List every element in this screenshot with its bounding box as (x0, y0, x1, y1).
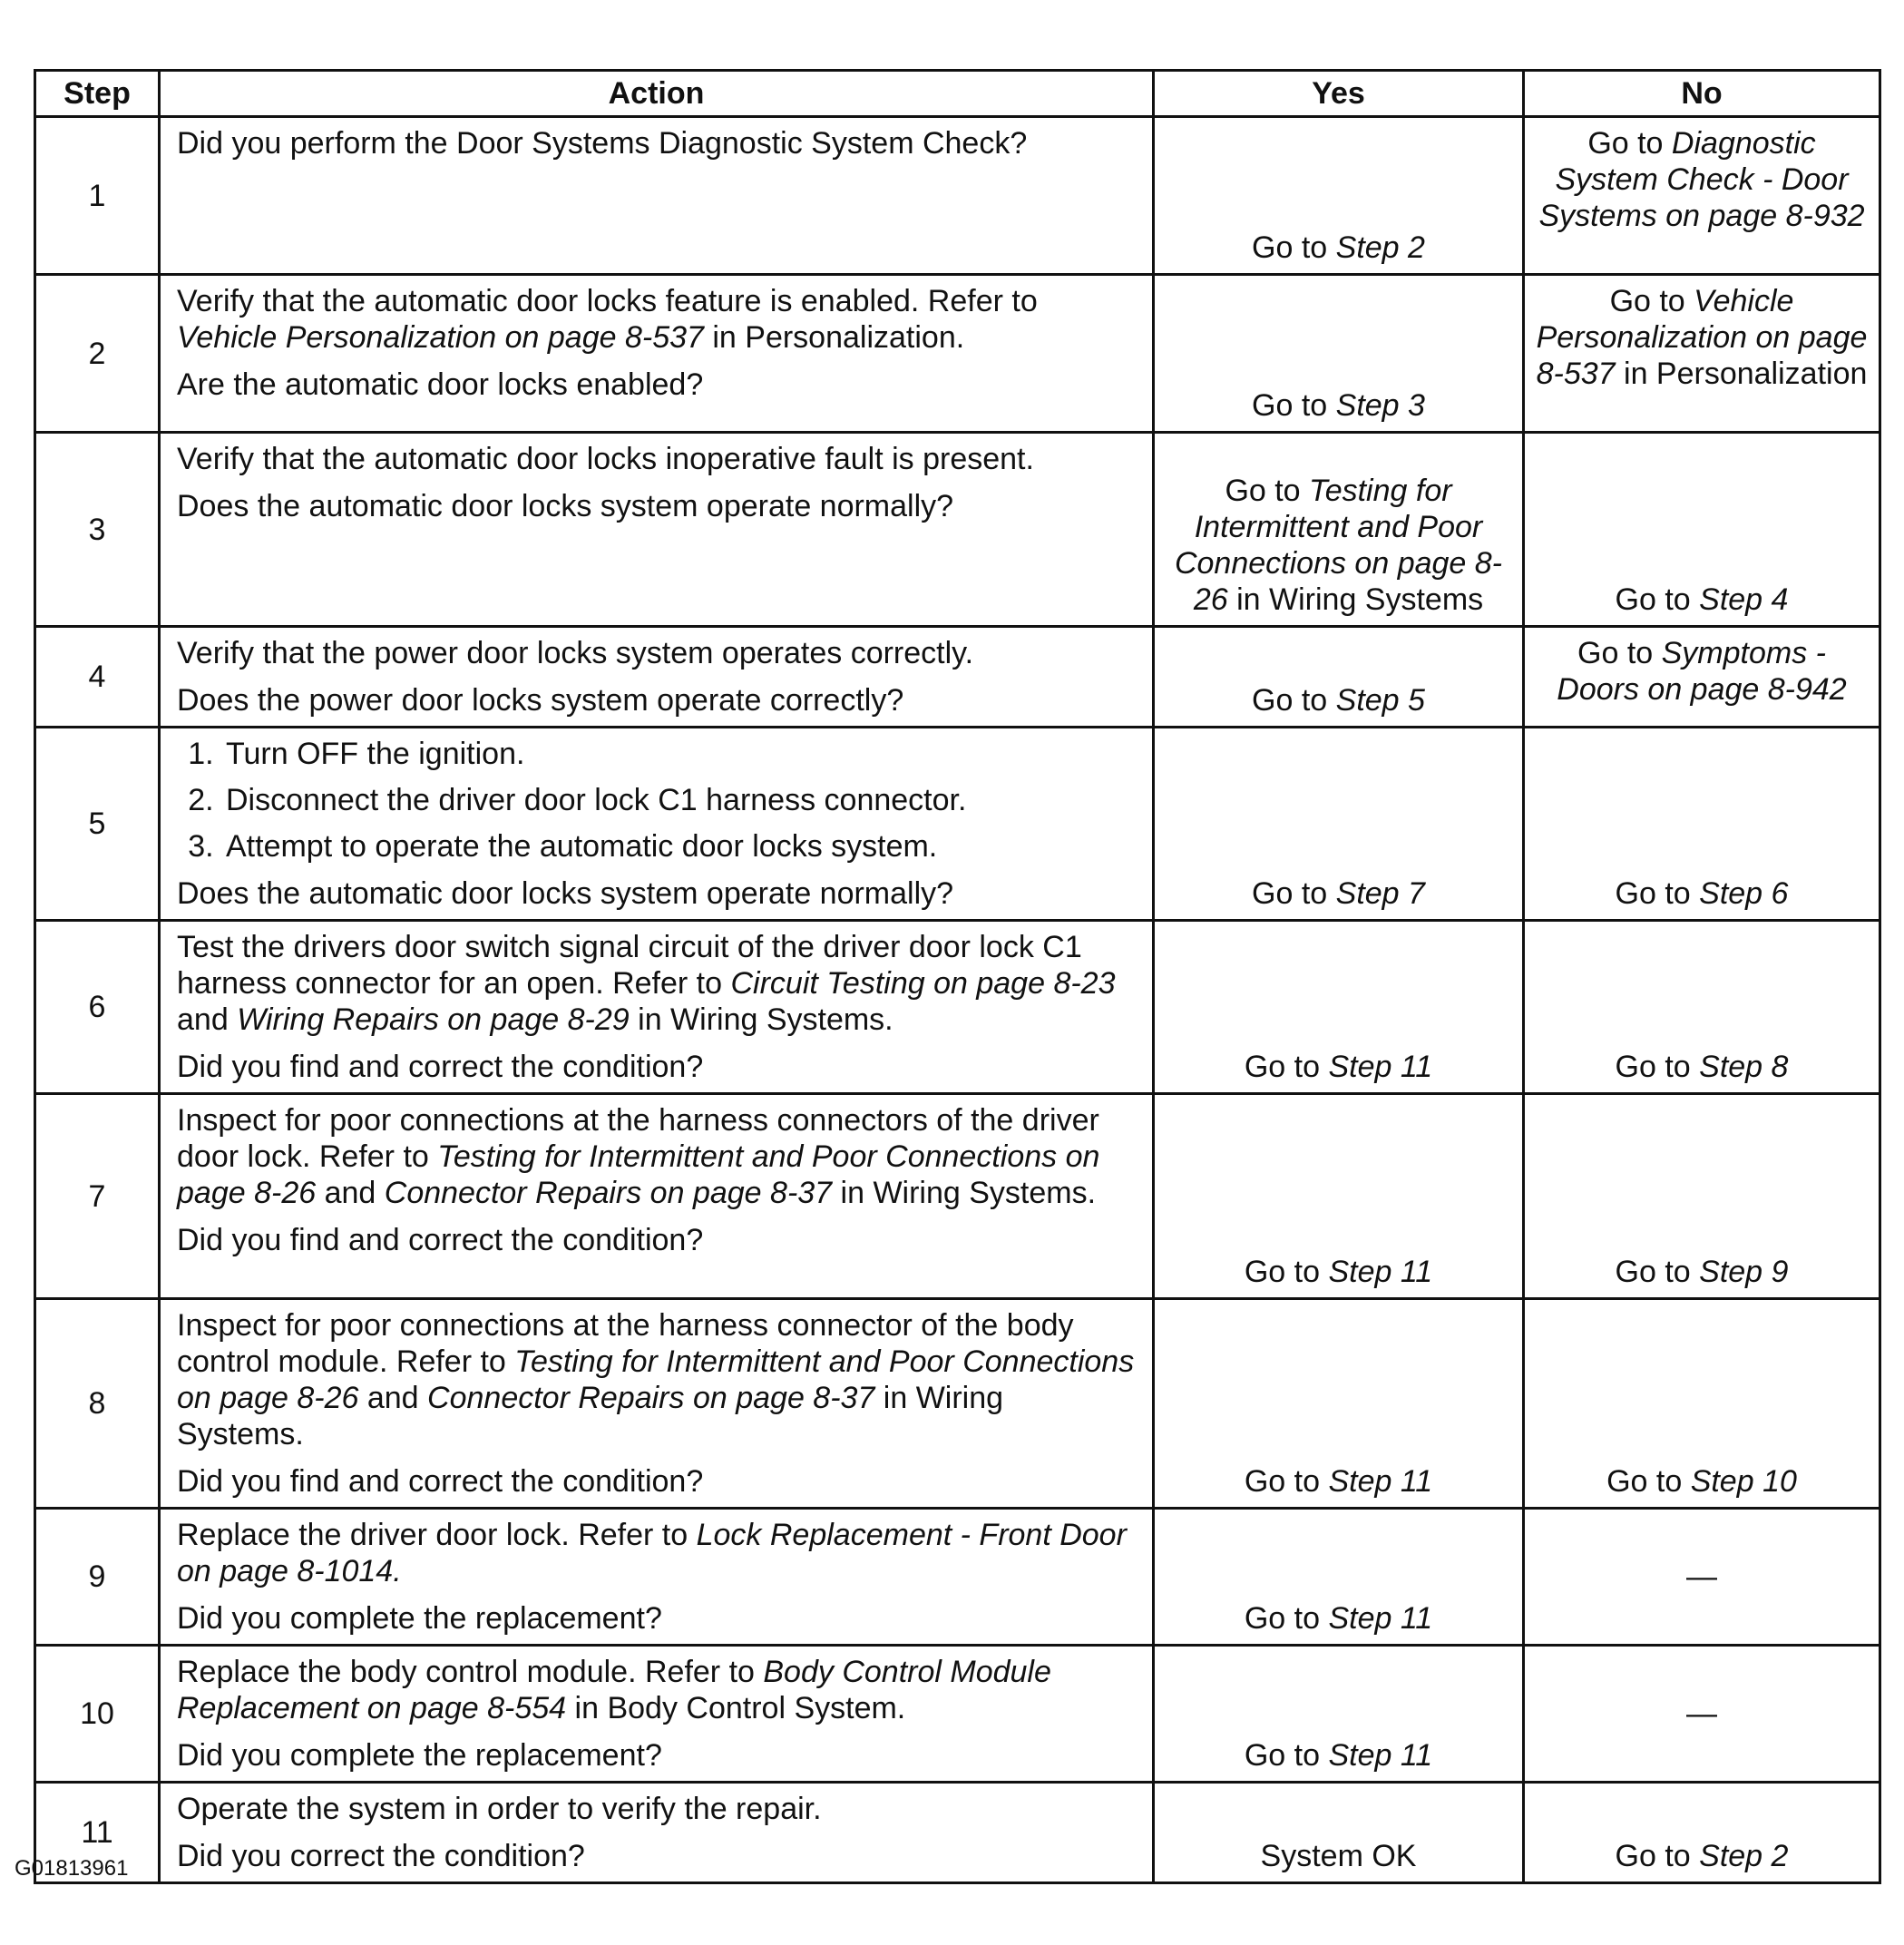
reference-text: Step 11 (1328, 1050, 1433, 1084)
no-result (1524, 1783, 1880, 1883)
reference-text: Symptoms - Doors on page 8-942 (1557, 636, 1847, 707)
reference-text: Lock Replacement - Front Door on page 8-1014. (177, 1518, 1127, 1588)
table-row (35, 921, 1880, 1094)
plain-text: Go to (1587, 126, 1672, 161)
table-row (35, 1509, 1880, 1646)
table-row (35, 275, 1880, 433)
plain-text: Verify that the power door locks system operates correctly. (177, 636, 974, 670)
plain-text: Go to (1615, 1050, 1700, 1084)
plain-text: in Wiring Systems. (177, 1381, 1004, 1451)
plain-text: Go to (1606, 1464, 1691, 1499)
action-cell (160, 275, 1154, 433)
action-cell (160, 627, 1154, 728)
yes-result (1154, 627, 1524, 728)
plain-text: Go to (1244, 1050, 1329, 1084)
step-number: 8 (35, 1299, 160, 1509)
plain-text: Go to (1225, 474, 1310, 508)
action-paragraph (177, 283, 1136, 356)
plain-text: Go to (1252, 683, 1336, 718)
plain-text: Operate the system in order to verify the repair. (177, 1792, 822, 1826)
plain-text: Go to (1615, 582, 1700, 617)
header-step: Step (35, 71, 160, 117)
figure-id: G01813961 (15, 1856, 129, 1881)
no-result (1524, 275, 1880, 433)
plain-text: Replace the driver door lock. Refer to (177, 1518, 697, 1552)
action-paragraph (177, 1838, 1136, 1874)
yes-result (1154, 1783, 1524, 1883)
plain-text: in Wiring Systems. (629, 1002, 893, 1037)
action-paragraph (177, 682, 1136, 718)
plain-text: Go to (1244, 1255, 1329, 1289)
plain-text: Verify that the automatic door locks inoperative fault is present. (177, 442, 1034, 476)
plain-text: Go to (1244, 1738, 1329, 1773)
header-no: No (1524, 71, 1880, 117)
plain-text: Did you find and correct the condition? (177, 1464, 704, 1499)
action-paragraph (177, 125, 1136, 161)
reference-text: Step 6 (1699, 876, 1789, 911)
plain-text: Does the automatic door locks system operate normally? (177, 876, 954, 911)
action-cell (160, 728, 1154, 921)
yes-result (1154, 921, 1524, 1094)
reference-text: Step 11 (1328, 1464, 1433, 1499)
action-paragraph (177, 875, 1136, 912)
step-number: 10 (35, 1646, 160, 1783)
plain-text: Inspect for poor connections at the harness connectors of the driver door lock. Refer to (177, 1103, 1099, 1174)
reference-text: Diagnostic System Check - Door Systems on page 8-932 (1538, 126, 1865, 233)
action-cell (160, 117, 1154, 275)
step-number: 9 (35, 1509, 160, 1646)
substep-list (177, 736, 1136, 865)
table-row (35, 1783, 1880, 1883)
action-paragraph (177, 367, 1136, 403)
reference-text: Circuit Testing on page 8-23 (730, 966, 1116, 1001)
no-result (1524, 1509, 1880, 1646)
plain-text: Did you complete the replacement? (177, 1738, 662, 1773)
action-paragraph (177, 1463, 1136, 1500)
action-cell (160, 921, 1154, 1094)
reference-text: Vehicle Personalization on page 8-537 (177, 320, 704, 355)
no-result (1524, 117, 1880, 275)
action-paragraph (177, 1517, 1136, 1589)
action-paragraph (177, 1600, 1136, 1637)
table-body (35, 117, 1880, 1883)
diagnostic-table (34, 69, 1881, 1884)
substep-item: 1. Turn OFF the ignition. (222, 736, 1136, 772)
plain-text: Go to (1244, 1464, 1329, 1499)
action-paragraph (177, 1307, 1136, 1452)
action-paragraph (177, 1737, 1136, 1774)
step-number: 11 (35, 1783, 160, 1883)
step-number: 2 (35, 275, 160, 433)
yes-result (1154, 728, 1524, 921)
action-paragraph (177, 929, 1136, 1038)
action-cell (160, 1509, 1154, 1646)
header-action: Action (160, 71, 1154, 117)
table-row (35, 433, 1880, 627)
action-cell (160, 1783, 1154, 1883)
plain-text: System OK (1260, 1839, 1417, 1873)
no-result (1524, 1094, 1880, 1299)
yes-result (1154, 433, 1524, 627)
header-row (35, 71, 1880, 117)
plain-text: Verify that the automatic door locks feature is enabled. Refer to (177, 284, 1038, 318)
substep-item: 2. Disconnect the driver door lock C1 harness connector. (222, 782, 1136, 818)
plain-text: in Body Control System. (566, 1691, 906, 1725)
no-result (1524, 1646, 1880, 1783)
action-paragraph (177, 441, 1136, 477)
table-row (35, 117, 1880, 275)
plain-text: Test the drivers door switch signal circuit of the driver door lock C1 harness connector for an open. Refer to (177, 930, 1082, 1001)
reference-text: Wiring Repairs on page 8-29 (237, 1002, 630, 1037)
table-row (35, 728, 1880, 921)
action-paragraph (177, 1049, 1136, 1085)
plain-text: Go to (1615, 1839, 1700, 1873)
plain-text: Inspect for poor connections at the harness connector of the body control module. Refer to (177, 1308, 1074, 1379)
reference-text: Body Control Module Replacement on page 8-554 (177, 1655, 1051, 1725)
plain-text: and (358, 1381, 428, 1415)
reference-text: Step 2 (1335, 230, 1425, 265)
yes-result (1154, 275, 1524, 433)
plain-text: in Personalization (1615, 357, 1868, 391)
step-number: 1 (35, 117, 160, 275)
plain-text: — (1686, 1559, 1717, 1594)
plain-text: in Personalization. (703, 320, 965, 355)
plain-text: Go to (1252, 230, 1336, 265)
reference-text: Step 10 (1690, 1464, 1797, 1499)
no-result (1524, 1299, 1880, 1509)
plain-text: Go to (1615, 876, 1700, 911)
plain-text: Replace the body control module. Refer to (177, 1655, 764, 1689)
plain-text: Did you perform the Door Systems Diagnostic System Check? (177, 126, 1028, 161)
table-row (35, 1094, 1880, 1299)
no-result (1524, 921, 1880, 1094)
plain-text: Go to (1252, 388, 1336, 423)
header-yes: Yes (1154, 71, 1524, 117)
step-number: 4 (35, 627, 160, 728)
plain-text: in Wiring Systems. (832, 1176, 1097, 1210)
action-paragraph (177, 1791, 1136, 1827)
yes-result (1154, 1094, 1524, 1299)
reference-text: Step 5 (1335, 683, 1425, 718)
action-cell (160, 1299, 1154, 1509)
yes-result (1154, 1509, 1524, 1646)
reference-text: Step 3 (1335, 388, 1425, 423)
plain-text: Are the automatic door locks enabled? (177, 367, 704, 402)
plain-text: Does the automatic door locks system operate normally? (177, 489, 954, 523)
reference-text: Step 2 (1699, 1839, 1789, 1873)
reference-text: Testing for Intermittent and Poor Connections on page 8-26 (1174, 474, 1503, 617)
step-number: 5 (35, 728, 160, 921)
plain-text: Go to (1244, 1601, 1329, 1636)
reference-text: Vehicle Personalization on page 8-537 (1536, 284, 1868, 391)
action-cell (160, 433, 1154, 627)
table-row (35, 627, 1880, 728)
action-paragraph (177, 1102, 1136, 1211)
action-paragraph (177, 1222, 1136, 1258)
action-cell (160, 1094, 1154, 1299)
reference-text: Testing for Intermittent and Poor Connections on page 8-26 (177, 1344, 1135, 1415)
plain-text: and (316, 1176, 385, 1210)
plain-text: Does the power door locks system operate correctly? (177, 683, 904, 718)
action-paragraph (177, 1654, 1136, 1726)
reference-text: Testing for Intermittent and Poor Connections on page 8-26 (177, 1139, 1100, 1210)
step-number: 6 (35, 921, 160, 1094)
reference-text: Step 7 (1335, 876, 1425, 911)
plain-text: Go to (1252, 876, 1336, 911)
plain-text: and (177, 1002, 238, 1037)
action-cell (160, 1646, 1154, 1783)
plain-text: in Wiring Systems (1227, 582, 1484, 617)
yes-result (1154, 1299, 1524, 1509)
plain-text: Did you correct the condition? (177, 1839, 585, 1873)
plain-text: Go to (1609, 284, 1694, 318)
no-result (1524, 433, 1880, 627)
reference-text: Step 9 (1699, 1255, 1789, 1289)
plain-text: Did you find and correct the condition? (177, 1050, 704, 1084)
plain-text: Go to (1615, 1255, 1700, 1289)
reference-text: Step 8 (1699, 1050, 1789, 1084)
no-result (1524, 728, 1880, 921)
plain-text: — (1686, 1696, 1717, 1731)
substep-item: 3. Attempt to operate the automatic door locks system. (222, 828, 1136, 865)
reference-text: Step 11 (1328, 1255, 1433, 1289)
step-number: 3 (35, 433, 160, 627)
table-row (35, 1299, 1880, 1509)
reference-text: Connector Repairs on page 8-37 (427, 1381, 875, 1415)
action-paragraph (177, 635, 1136, 671)
reference-text: Step 4 (1699, 582, 1789, 617)
yes-result (1154, 117, 1524, 275)
reference-text: Step 11 (1328, 1601, 1433, 1636)
no-result (1524, 627, 1880, 728)
reference-text: Step 11 (1328, 1738, 1433, 1773)
table-row (35, 1646, 1880, 1783)
step-number: 7 (35, 1094, 160, 1299)
plain-text: Did you find and correct the condition? (177, 1223, 704, 1257)
plain-text: Go to (1577, 636, 1662, 670)
action-paragraph (177, 488, 1136, 524)
plain-text: Did you complete the replacement? (177, 1601, 662, 1636)
yes-result (1154, 1646, 1524, 1783)
reference-text: Connector Repairs on page 8-37 (384, 1176, 833, 1210)
